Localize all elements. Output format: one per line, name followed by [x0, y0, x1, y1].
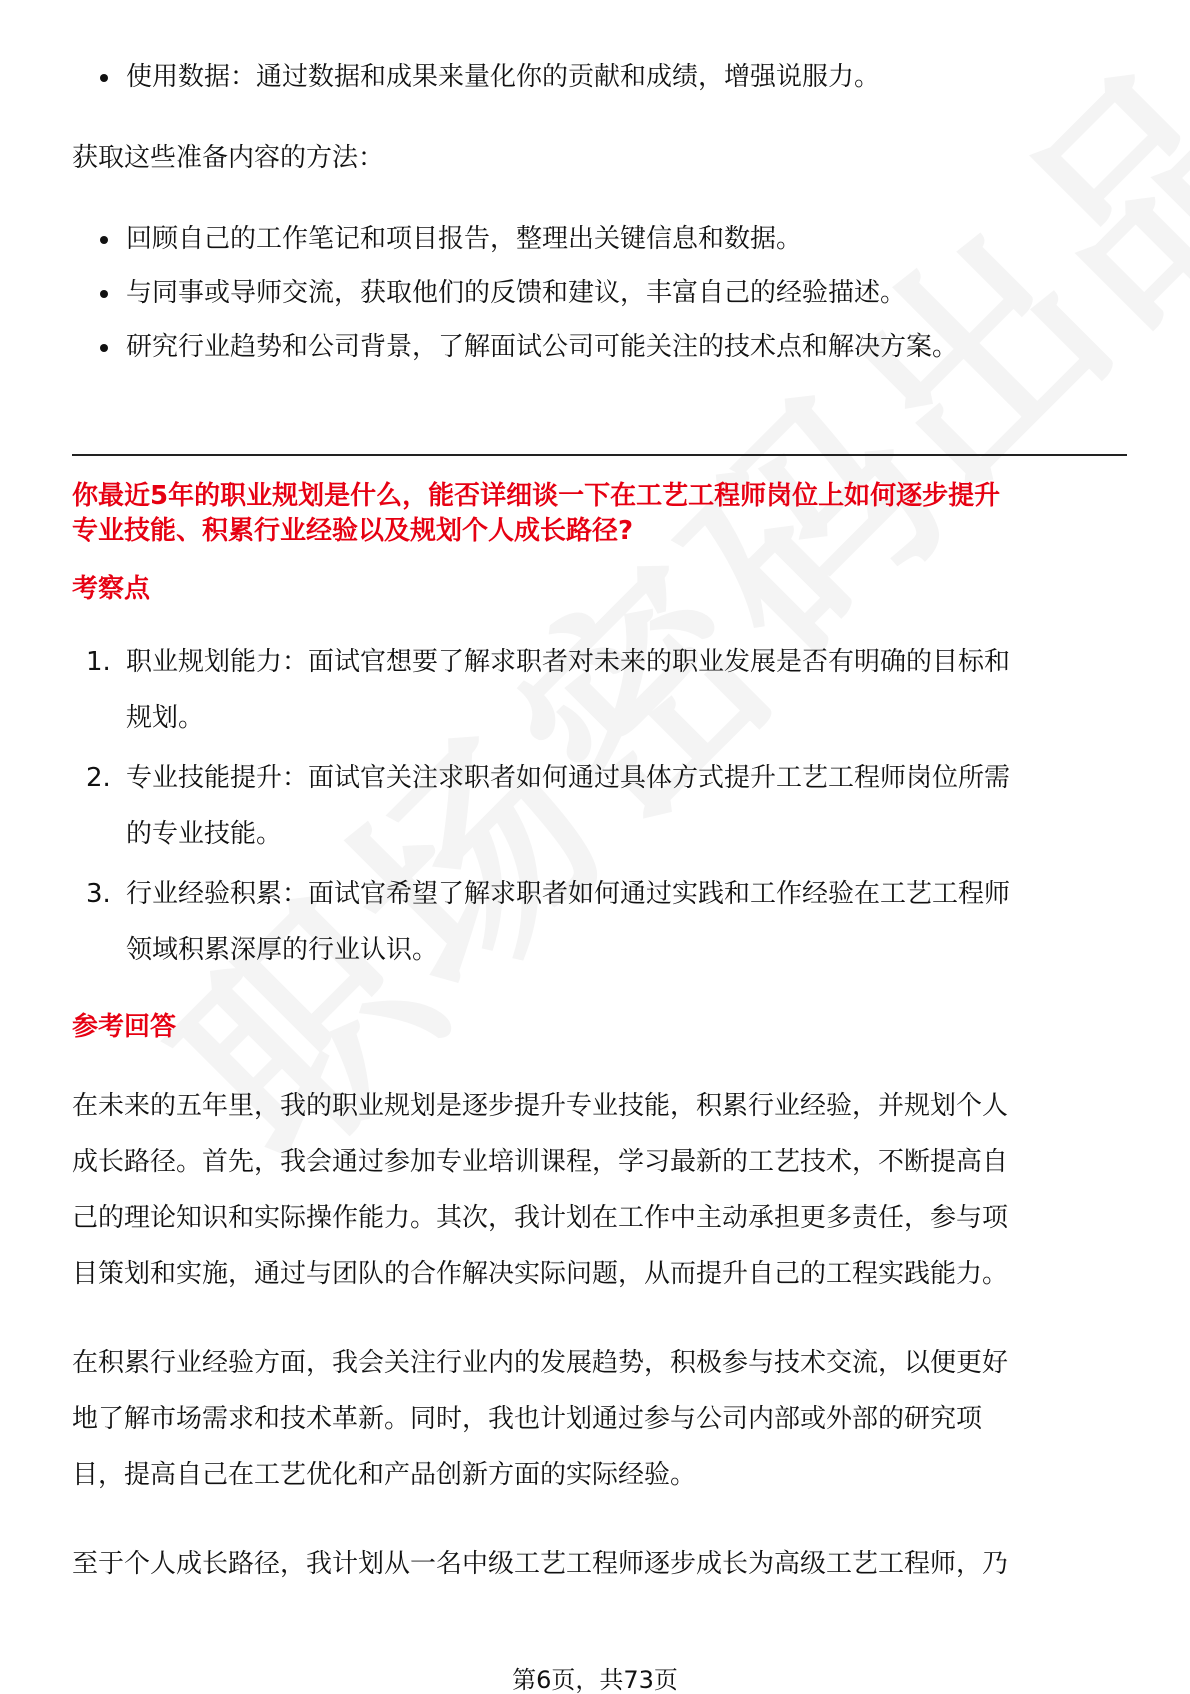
- answer-paragraph-line: 成长路径。首先，我会通过参加专业培训课程，学习最新的工艺技术，不断提高自: [72, 1147, 1009, 1177]
- list-item: [72, 224, 1127, 254]
- bullet-icon: [100, 236, 108, 244]
- list-item-text: 回顾自己的工作笔记和项目报告，整理出关键信息和数据。: [126, 224, 803, 254]
- answer-paragraph-line: 至于个人成长路径，我计划从一名中级工艺工程师逐步成长为高级工艺工程师，乃: [72, 1549, 1009, 1579]
- bullet-icon: [100, 290, 108, 298]
- bullet-icon: [100, 74, 108, 82]
- document-page: [72, 0, 1127, 1684]
- item-number: 3.: [86, 879, 111, 909]
- answer-paragraph-line: 在积累行业经验方面，我会关注行业内的发展趋势，积极参与技术交流，以便更好: [72, 1348, 1009, 1378]
- item-text-line: 职业规划能力：面试官想要了解求职者对未来的职业发展是否有明确的目标和: [126, 647, 1011, 677]
- question-title-line-2: 专业技能、积累行业经验以及规划个人成长路径?: [72, 516, 634, 546]
- answer-paragraph-line: 目策划和实施，通过与团队的合作解决实际问题，从而提升自己的工程实践能力。: [72, 1259, 1009, 1289]
- methods-bullet-list: [72, 278, 1127, 308]
- list-item: [72, 278, 1127, 308]
- list-item: [72, 62, 1127, 92]
- item-text-line: 的专业技能。: [126, 819, 283, 849]
- intro-bullet-list: [72, 62, 1127, 92]
- question-title-line-1: 你最近5年的职业规划是什么，能否详细谈一下在工艺工程师岗位上如何逐步提升: [72, 481, 1001, 511]
- methods-bullet-list: [72, 224, 1127, 254]
- section-divider: [72, 454, 1127, 456]
- methods-bullet-list: [72, 332, 1127, 362]
- item-number: 1.: [86, 647, 111, 677]
- page-number: 第6页，共73页: [512, 1666, 678, 1694]
- item-text-line: 行业经验积累：面试官希望了解求职者如何通过实践和工作经验在工艺工程师: [126, 879, 1011, 909]
- list-item-text: 与同事或导师交流，获取他们的反馈和建议，丰富自己的经验描述。: [126, 278, 907, 308]
- list-item-text: 使用数据：通过数据和成果来量化你的贡献和成绩，增强说服力。: [126, 62, 881, 92]
- list-item: [72, 332, 1127, 362]
- focus-heading: 考察点: [72, 574, 151, 604]
- list-item-text: 研究行业趋势和公司背景，了解面试公司可能关注的技术点和解决方案。: [126, 332, 959, 362]
- item-text-line: 专业技能提升：面试官关注求职者如何通过具体方式提升工艺工程师岗位所需: [126, 763, 1011, 793]
- answer-paragraph-line: 目，提高自己在工艺优化和产品创新方面的实际经验。: [72, 1460, 697, 1490]
- bullet-icon: [100, 344, 108, 352]
- item-number: 2.: [86, 763, 111, 793]
- page-footer: [0, 1666, 1190, 1694]
- answer-heading: 参考回答: [72, 1012, 177, 1042]
- answer-paragraph-line: 己的理论知识和实际操作能力。其次，我计划在工作中主动承担更多责任，参与项: [72, 1203, 1009, 1233]
- item-text-line: 规划。: [126, 703, 205, 733]
- answer-paragraph-line: 地了解市场需求和技术革新。同时，我也计划通过参与公司内部或外部的研究项: [72, 1404, 983, 1434]
- answer-paragraph-line: 在未来的五年里，我的职业规划是逐步提升专业技能，积累行业经验，并规划个人: [72, 1091, 1009, 1121]
- methods-heading: 获取这些准备内容的方法：: [72, 143, 385, 173]
- item-text-line: 领域积累深厚的行业认识。: [126, 935, 439, 965]
